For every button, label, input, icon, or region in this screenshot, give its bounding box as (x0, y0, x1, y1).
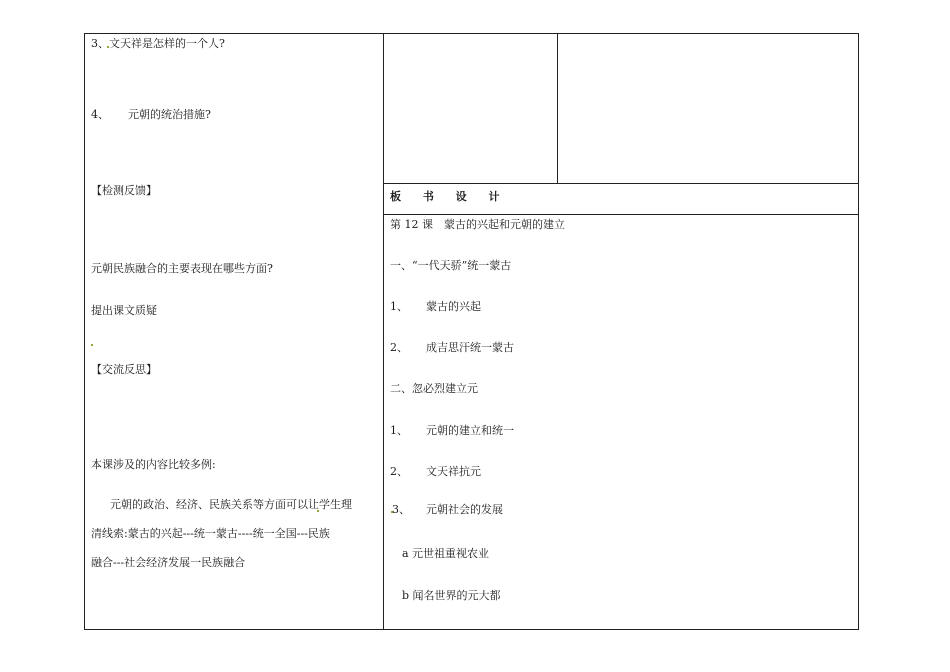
feedback-question: 元朝民族融合的主要表现在哪些方面? (91, 262, 273, 275)
section-1-title: 一、“一代天骄”统一蒙古 (390, 259, 512, 272)
table-border-right (858, 33, 859, 630)
section-2-item-1-number: 1、 (390, 424, 408, 437)
sub-item-a: a 元世祖重视农业 (402, 547, 490, 560)
board-heading-top-rule (383, 183, 859, 184)
raise-questions: 提出课文质疑 (91, 304, 157, 317)
section-1-item-2-number: 2、 (390, 341, 408, 354)
section-2-item-2-number: 2、 (390, 465, 408, 478)
section-1-item-2-text: 成吉思汗统一蒙古 (426, 341, 514, 354)
section-2-item-3-text: 元朝社会的发展 (426, 503, 503, 516)
summary-line: 本课涉及的内容比较多例: (91, 458, 216, 471)
lesson-title: 第 12 课 蒙古的兴起和元朝的建立 (390, 218, 565, 231)
paragraph-line-1: 元朝的政治、经济、民族关系等方面可以让学生理 (110, 498, 352, 511)
sub-item-b: b 闻名世界的元大都 (402, 589, 501, 602)
section-2-title: 二、忽必烈建立元 (390, 382, 478, 395)
section-2-item-1-text: 元朝的建立和统一 (426, 424, 514, 437)
question-4-text: 元朝的统治措施? (128, 108, 211, 121)
paragraph-line-3: 融合---社会经济发展一民族融合 (91, 556, 246, 569)
table-border-left (84, 33, 85, 630)
top-cell-divider (557, 33, 558, 184)
table-border-bottom (84, 629, 859, 630)
board-heading-bottom-rule (383, 214, 859, 215)
question-3: 3、文天祥是怎样的一个人? (91, 37, 225, 50)
section-2-item-3-number: 3、 (392, 503, 410, 516)
column-divider (383, 33, 384, 630)
feedback-heading: 【检测反馈】 (91, 184, 157, 197)
section-2-item-2-text: 文天祥抗元 (426, 465, 481, 478)
section-1-item-1-text: 蒙古的兴起 (426, 300, 481, 313)
section-1-item-1-number: 1、 (390, 300, 408, 313)
reflection-heading: 【交流反思】 (91, 363, 157, 376)
board-design-heading: 板 书 设 计 (390, 190, 509, 203)
table-border-top (84, 33, 859, 34)
paragraph-line-2: 清线索:蒙古的兴起---统一蒙古----统一全国---民族 (91, 527, 330, 540)
scan-dot (91, 344, 93, 346)
question-4-number: 4、 (91, 108, 109, 121)
